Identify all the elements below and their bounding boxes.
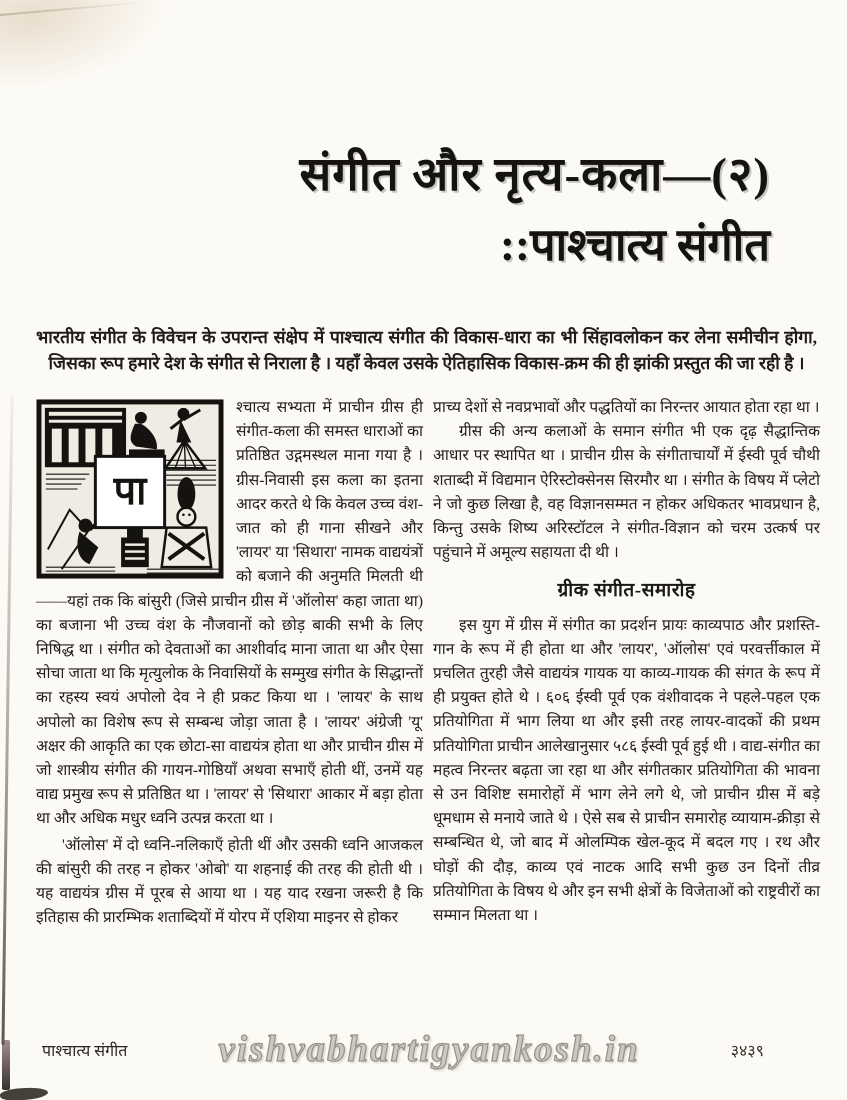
left-column-paragraph-1: श्चात्य सभ्यता में प्राचीन ग्रीस ही संगीत-कला की समस्त धाराओं का प्रतिष्ठित उद्गमस्थल माना गया है । ग्रीस-निवासी इस कला का इतना आदर करते थे कि केवल उच्च वंश-जात को ही गाना सीखने और 'लायर' या 'सिथारा' नामक वाद्ययंत्रों को बजाने की अनुमति मिलती थी——यहां तक कि बांसुरी (जिसे प्राचीन ग्रीस में 'ऑलोस' कहा जाता था) का बजाना भी उच्च वंश के नौजवानों को छोड़ बाकी सभी के लिए निषिद्ध था । संगीत को देवताओं का आशीर्वाद माना जाता था और ऐसा सोचा जाता था कि मृत्युलोक के निवासियों के सम्मुख संगीत के सिद्धान्तों का रहस्य स्वयं अपोलो देव ने ही प्रकट किया था । 'लायर' के साथ अपोलो का विशेष रूप से सम्बन्ध जोड़ा जाता है । 'लायर' अंग्रेजी 'यू' अक्षर की आकृति का एक छोटा-सा वाद्ययंत्र होता था और प्राचीन ग्रीस में जो शास्त्रीय संगीत की गायन-गोष्ठियाँ अथवा सभाएँ होती थीं, उनमें यह वाद्य प्रमुख रूप से प्रतिष्ठित था । 'लायर' से 'सिथारा' आकार में बड़ा होता था और अधिक मधुर ध्वनि उत्पन्न करता था । <box>36 399 423 828</box>
right-column-paragraph-1: प्राच्य देशों से नवप्रभावों और पद्धतियों का निरन्तर आयात होता रहा था । <box>433 399 820 416</box>
chapter-title <box>0 138 770 278</box>
running-title: पाश्चात्य संगीत <box>42 1042 128 1060</box>
woodcut-illustration-svg <box>36 398 224 580</box>
binding-shadow <box>1 395 13 1045</box>
left-column-paragraph-2: 'ऑलोस' में दो ध्वनि-नलिकाएँ होती थीं और उसकी ध्वनि आजकल की बांसुरी की तरह न होकर 'ओबो' या शहनाई की तरह की होती थी । यह वाद्ययंत्र ग्रीस में पूरब से आया था । यह याद रखना जरूरी है कि इतिहास की प्रारम्भिक शताब्दियों में योरप में एशिया माइनर से होकर <box>36 836 423 927</box>
page-number: ३४३९ <box>730 1042 764 1060</box>
dropcap-box <box>95 456 164 527</box>
paper-scratch <box>0 1 150 16</box>
page-footer <box>42 1028 820 1071</box>
binding-edge-mark <box>2 1040 10 1090</box>
chapter-title-line-1: संगीत और नृत्य-कला—(२) <box>299 149 770 201</box>
dropcap-letter: पा <box>113 468 147 513</box>
body-columns <box>36 396 820 930</box>
intro-paragraph: भारतीय संगीत के विवेचन के उपरान्त संक्षेप में पाश्चात्य संगीत की विकास-धारा का भी सिंहावलोकन कर लेना समीचीन होगा, जिसका रूप हमारे देश के संगीत से निराला है । यहाँ केवल उसके ऐतिहासिक विकास-क्रम की ही झांकी प्रस्तुत की जा रही है । <box>36 326 817 373</box>
section-heading: ग्रीक संगीत-समारोह <box>557 580 696 602</box>
right-column-paragraph-2: ग्रीस की अन्य कलाओं के समान संगीत भी एक दृढ़ सैद्धान्तिक आधार पर स्थापित था । प्राचीन ग्रीस के संगीताचार्यों में ईस्वी पूर्व चौथी शताब्दी में विद्यमान ऐरिस्टोक्सेनस सिरमौर था । संगीत के विषय में प्लेटो ने जो कुछ लिखा है, वह विज्ञानसम्मत न होकर अधिकतर भावप्रधान है, किन्तु उसके शिष्य अरिस्टॉटल ने संगीत-विज्ञान को चरम उत्कर्ष पर पहुंचाने में अमूल्य सहायता दी थी । <box>433 423 820 562</box>
paper-smudge <box>0 0 176 96</box>
chapter-title-line-2: ::पाश्चात्य संगीत <box>499 220 770 270</box>
left-column <box>36 396 423 930</box>
watermark-text: vishvabhartigyankosh.in <box>218 1029 640 1070</box>
right-column <box>433 396 820 930</box>
woodcut-illustration <box>36 398 224 580</box>
right-column-paragraph-3: इस युग में ग्रीस में संगीत का प्रदर्शन प्रायः काव्यपाठ और प्रशस्ति-गान के रूप में ही होता था और 'लायर', 'ऑलोस' एवं परवर्त्तीकाल में प्रचलित तुरही जैसे वाद्ययंत्र गायक या काव्य-गायक की संगत के रूप में ही प्रयुक्त होते थे । ६०६ ईस्वी पूर्व एक वंशीवादक ने पहले-पहल एक प्रतियोगिता में भाग लिया था और इसी तरह लायर-वादकों की प्रथम प्रतियोगिता प्राचीन आलेखानुसार ५८६ ईस्वी पूर्व हुई थी । वाद्य-संगीत का महत्व निरन्तर बढ़ता जा रहा था और संगीतकार प्रतियोगिता की भावना से उन विशिष्ट समारोहों में भाग लेने लगे थे, जो प्राचीन ग्रीस में बड़े धूमधाम से मनाये जाते थे । ऐसे सब से प्राचीन समारोह व्यायाम-क्रीड़ा से सम्बन्धित थे, जो बाद में ओलम्पिक खेल-कूद में बदल गए । रथ और घोड़ों की दौड़, काव्य एवं नाटक आदि सभी कुछ उन दिनों तीव्र प्रतियोगिता के विषय थे और इन सभी क्षेत्रों के विजेताओं को राष्ट्रवीरों का सम्मान मिलता था । <box>433 616 820 925</box>
